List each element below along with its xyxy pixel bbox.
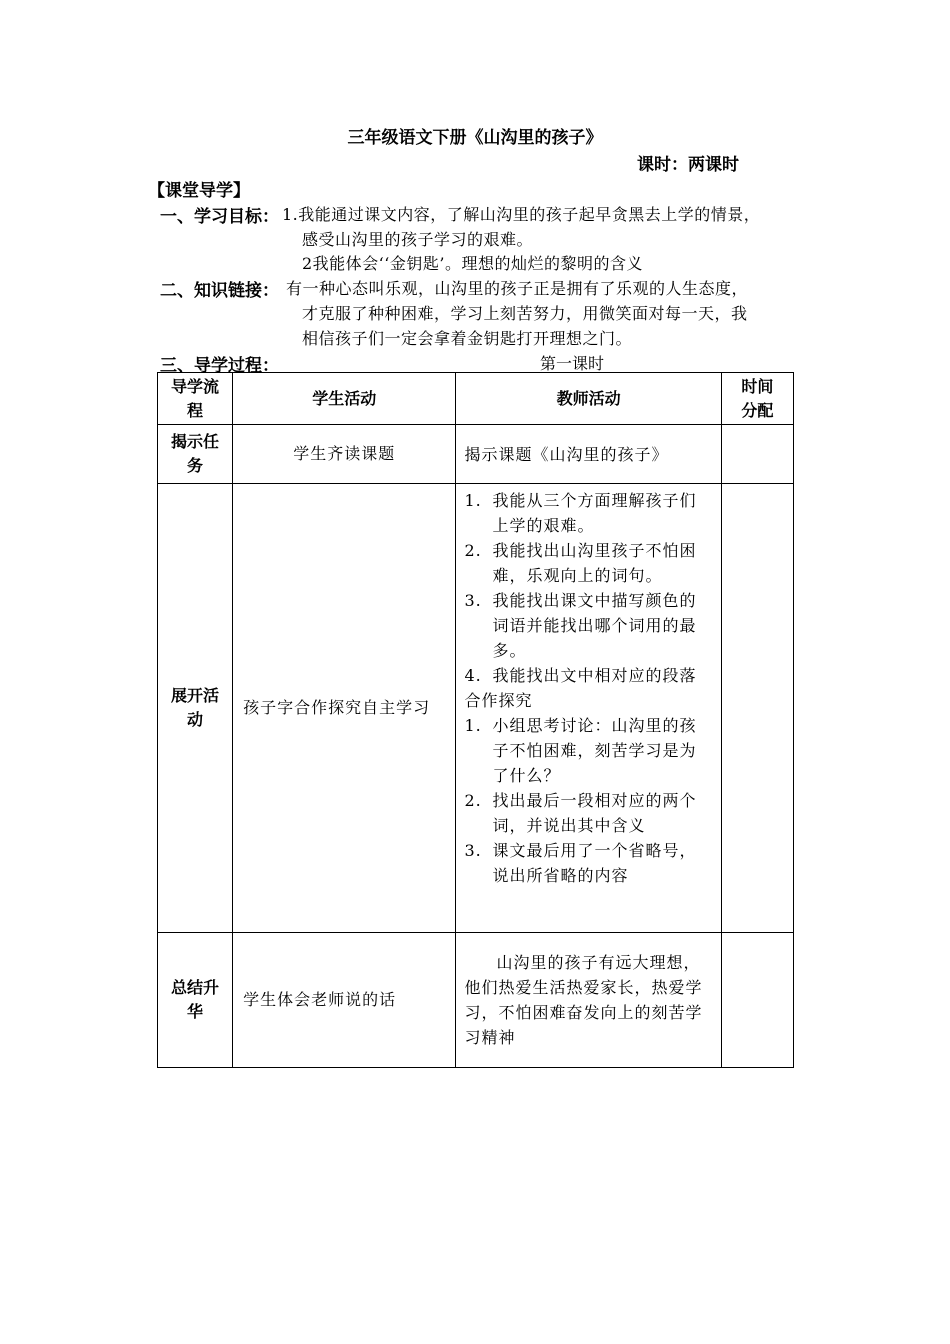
student-cell: 学生齐读课题	[233, 425, 456, 484]
goals-line-3: 2我能体会‘‘金钥匙’。理想的灿烂的黎明的含义	[302, 254, 643, 273]
flow-cell: 揭示任务	[158, 425, 233, 484]
period-label: 第一课时	[540, 354, 605, 373]
list-item: 2. 我能找出山沟里孩子不怕困难，乐观向上的词句。	[464, 541, 697, 585]
table-row	[158, 425, 794, 484]
list-item: 1. 我能从三个方面理解孩子们上学的艰难。	[464, 491, 697, 535]
links-line-2: 才克服了种种困难，学习上刻苦努力，用微笑面对每一天，我	[302, 304, 748, 323]
table-row	[158, 933, 794, 1068]
list-item: 4. 我能找出文中相对应的段落	[464, 666, 697, 685]
cooperative-inquiry-label: 合作探究	[464, 691, 533, 710]
goals-line-2: 感受山沟里的孩子学习的艰难。	[302, 230, 534, 249]
list-item: 3. 课文最后用了一个省略号，说出所省略的内容	[464, 841, 697, 885]
goals-heading: 一、学习目标：	[160, 207, 279, 227]
goals-line-1: 1.我能通过课文内容，了解山沟里的孩子起早贪黑去上学的情景，	[282, 205, 761, 224]
header-student: 学生活动	[233, 373, 456, 425]
header-time: 时间分配	[721, 373, 793, 425]
links-line-3: 相信孩子们一定会拿着金钥匙打开理想之门。	[302, 329, 633, 348]
section-heading: 【课堂导学】	[148, 181, 250, 201]
teacher-cell: 揭示课题《山沟里的孩子》	[456, 425, 721, 484]
student-cell: 孩子字合作探究自主学习	[233, 484, 456, 933]
table-header-row	[158, 373, 794, 425]
flow-cell: 展开活动	[158, 484, 233, 933]
time-cell	[721, 484, 793, 933]
teacher-cell	[456, 933, 721, 1068]
lesson-hours: 课时：两课时	[637, 155, 739, 175]
links-heading: 二、知识链接：	[160, 281, 279, 301]
list-item: 1. 小组思考讨论：山沟里的孩子不怕困难，刻苦学习是为了什么？	[464, 716, 697, 785]
list-item: 2. 找出最后一段相对应的两个词，并说出其中含义	[464, 791, 697, 835]
time-cell	[721, 425, 793, 484]
header-flow: 导学流程	[158, 373, 233, 425]
summary-text: 山沟里的孩子有远大理想，他们热爱生活热爱家长，热爱学习，不怕困难奋发向上的刻苦学习精神	[464, 953, 703, 1047]
time-cell	[721, 933, 793, 1068]
header-teacher: 教师活动	[456, 373, 721, 425]
list-item: 3. 我能找出课文中描写颜色的词语并能找出哪个词用的最多。	[464, 591, 697, 660]
process-heading: 三、导学过程：	[160, 356, 279, 376]
document-title: 三年级语文下册《山沟里的孩子》	[347, 128, 603, 148]
links-line-1: 有一种心态叫乐观，山沟里的孩子正是拥有了乐观的人生态度，	[286, 279, 749, 298]
student-cell: 学生体会老师说的话	[233, 933, 456, 1068]
teacher-cell	[456, 484, 721, 933]
table-row	[158, 484, 794, 933]
lesson-plan-table	[157, 372, 794, 1068]
flow-cell: 总结升华	[158, 933, 233, 1068]
